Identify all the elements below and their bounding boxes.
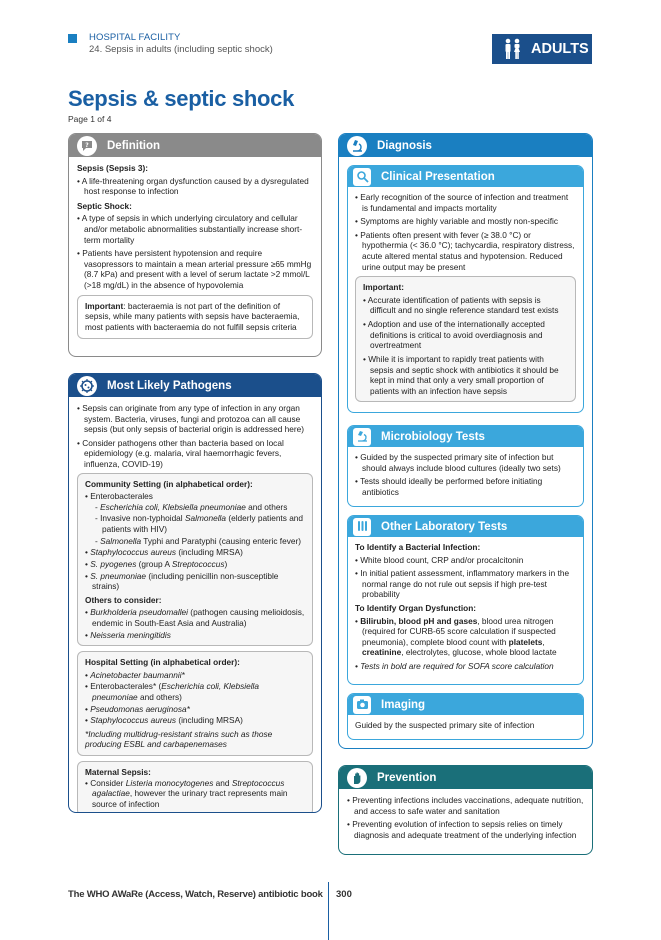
lab-item: • In initial patient assessment, inflammatory markers in the normal range do not rule out sepsis if high pre-test probability <box>355 568 576 600</box>
imaging-box <box>347 693 584 740</box>
adults-icon <box>502 38 524 60</box>
pathogen-item: • S. pneumoniae (including penicillin non-susceptible strains) <box>85 571 305 592</box>
clinical-heading: Clinical Presentation <box>381 170 495 183</box>
micro-item: • Guided by the suspected primary site of infection but should always include blood cultures (ideally two sets) <box>355 452 576 473</box>
micro-item: • Tests should ideally be performed before initiating antibiotics <box>355 476 576 497</box>
diagnosis-panel <box>338 133 593 749</box>
other-lab-tests-box <box>347 515 584 685</box>
header-facility: HOSPITAL FACILITY <box>89 32 181 43</box>
septic-shock-item: • Patients have persistent hypotension and require vasopressors to maintain a mean arterial pressure ≥65 mmHg (8.7 kPa) and present with a level of serum lactate >2 mmol/L (>18 mg/dL) in the absence of hypovolemia <box>77 248 313 290</box>
hospital-footnote: *Including multidrug-resistant strains such as those producing ESBL and carbapenemases <box>85 728 273 750</box>
microbe-icon <box>77 376 97 396</box>
magnifier-icon <box>353 168 371 186</box>
prevention-header <box>339 766 592 789</box>
important-text: : bacteraemia is not part of the definition of sepsis, while many patients with sepsis have bacteraemia, most patients with bacteraemia do not fulfill sepsis criteria <box>85 300 300 332</box>
maternal-label: Maternal Sepsis: <box>85 767 151 778</box>
pathogen-item: • Enterobacterales* (Escherichia coli, Klebsiella pneumoniae and others) <box>85 681 305 702</box>
micro-heading: Microbiology Tests <box>381 430 485 443</box>
diagnosis-heading: Diagnosis <box>377 139 432 152</box>
organ-dysfunction-label: To Identify Organ Dysfunction: <box>355 603 477 614</box>
imaging-text: Guided by the suspected primary site of infection <box>355 720 535 730</box>
community-label: Community Setting (in alphabetical order): <box>85 478 253 489</box>
page-title: Sepsis & septic shock <box>68 86 295 111</box>
footer-page-number: 300 <box>336 889 352 900</box>
prevention-item: • Preventing infections includes vaccinations, adequate nutrition, and access to safe water and sanitation <box>347 795 584 816</box>
clinical-important-note <box>355 276 576 402</box>
adults-badge <box>492 34 592 64</box>
microscope-icon <box>353 428 371 446</box>
clinical-item: • Patients often present with fever (≥ 38.0 °C) or hypothermia (< 36.0 °C); tachycardia, respiratory distress, acute altered mental status and hypotension. Reduced urine output may be present <box>355 230 576 272</box>
header-marker <box>68 34 77 43</box>
important-label: Important <box>85 300 124 311</box>
microscope-icon <box>347 136 367 156</box>
pathogen-item: • Neisseria meningitidis <box>85 630 305 641</box>
svg-text:?: ? <box>85 141 89 149</box>
others-label: Others to consider: <box>85 594 162 605</box>
imaging-icon <box>353 696 371 714</box>
micro-header <box>348 426 583 447</box>
definition-panel <box>68 133 322 357</box>
important-label: Important: <box>363 282 405 293</box>
hospital-label: Hospital Setting (in alphabetical order): <box>85 657 240 668</box>
footer-divider <box>328 882 329 940</box>
adults-badge-label: ADULTS <box>531 41 589 57</box>
clinical-item: • Early recognition of the source of infection and treatment is fundamental and impacts mortality <box>355 192 576 213</box>
pathogen-item: • Enterobacterales - Escherichia coli, Klebsiella pneumoniae and others - Invasive non-typhoidal Salmonella (elderly patients and patients with HIV) - Salmonella Typhi and Paratyphi (causing enteric fever) <box>85 491 305 546</box>
page-number-label: Page 1 of 4 <box>68 114 112 124</box>
pathogens-intro-item: • Sepsis can originate from any type of infection in any organ system. Bacteria, viruses, fungi and protozoa can all cause sepsis (but only sepsis of bacterial origin is addressed here) <box>77 403 313 435</box>
important-item: • Adoption and use of the internationally accepted definitions is critical to avoid overdiagnosis and overtreatment <box>363 319 568 351</box>
hospital-setting-box <box>77 651 313 756</box>
prevention-heading: Prevention <box>377 771 437 784</box>
community-setting-box <box>77 473 313 647</box>
sepsis-label: Sepsis (Sepsis 3): <box>77 163 149 173</box>
important-item: • Accurate identification of patients with sepsis is difficult and no single reference standard test exists <box>363 295 568 316</box>
pathogen-item: • Staphylococcus aureus (including MRSA) <box>85 547 305 558</box>
pathogens-heading: Most Likely Pathogens <box>107 379 232 392</box>
pathogen-subitem: - Invasive non-typhoidal Salmonella (elderly patients and patients with HIV) <box>92 513 305 534</box>
septic-shock-item: • A type of sepsis in which underlying circulatory and cellular and/or metabolic abnormalities substantially increase short-term mortality <box>77 213 313 245</box>
bacterial-infection-label: To Identify a Bacterial Infection: <box>355 542 481 552</box>
lab-header <box>348 516 583 537</box>
hand-icon <box>347 768 367 788</box>
sepsis-definition: • A life-threatening organ dysfunction caused by a dysregulated host response to infection <box>77 176 313 197</box>
speech-bubble-icon <box>77 136 97 156</box>
test-tubes-icon <box>353 518 371 536</box>
clinical-header <box>348 166 583 187</box>
imaging-header <box>348 694 583 715</box>
pathogens-panel <box>68 373 322 813</box>
pathogen-item: • Staphylococcus aureus (including MRSA) <box>85 715 305 726</box>
pathogen-subitem: - Escherichia coli, Klebsiella pneumoniae and others <box>92 502 305 513</box>
header-chapter: 24. Sepsis in adults (including septic shock) <box>89 44 273 55</box>
clinical-presentation-box <box>347 165 584 413</box>
lab-item: • Bilirubin, blood pH and gases, blood urea nitrogen (required for CURB-65 score calculation if suspected pneumonia), complete blood count with platelets, creatinine, electrolytes, glucose, whole blood lactate <box>355 616 576 658</box>
pathogen-subitem: - Salmonella Typhi and Paratyphi (causing enteric fever) <box>92 536 305 547</box>
prevention-panel <box>338 765 593 855</box>
definition-header <box>69 134 321 157</box>
pathogen-item: • Burkholderia pseudomallei (pathogen causing melioidosis, endemic in South-East Asia and Australia) <box>85 607 305 628</box>
pathogen-item: • Pseudomonas aeruginosa* <box>85 704 305 715</box>
lab-item: • White blood count, CRP and/or procalcitonin <box>355 555 576 566</box>
imaging-heading: Imaging <box>381 698 426 711</box>
clinical-item: • Symptoms are highly variable and mostly non-specific <box>355 216 576 227</box>
microbiology-tests-box <box>347 425 584 507</box>
prevention-item: • Preventing evolution of infection to sepsis relies on timely diagnosis and adequate treatment of the underlying infection <box>347 819 584 840</box>
definition-important-note <box>77 295 313 339</box>
lab-heading: Other Laboratory Tests <box>381 520 508 533</box>
pathogens-header <box>69 374 321 397</box>
pathogen-item: • Acinetobacter baumannii* <box>85 670 305 681</box>
diagnosis-header <box>339 134 592 157</box>
footer-book-title: The WHO AWaRe (Access, Watch, Reserve) antibiotic book <box>68 889 323 900</box>
septic-shock-label: Septic Shock: <box>77 200 132 211</box>
pathogen-item: • Consider Listeria monocytogenes and Streptococcus agalactiae, however the urinary tract represents main source of infection <box>85 778 305 810</box>
pathogens-intro-item: • Consider pathogens other than bacteria based on local epidemiology (e.g. malaria, viral haemorrhagic fevers, influenza, COVID-19) <box>77 438 313 470</box>
definition-heading: Definition <box>107 139 161 152</box>
lab-note: • Tests in bold are required for SOFA score calculation <box>355 661 576 672</box>
pathogen-item: • S. pyogenes (group A Streptococcus) <box>85 559 305 570</box>
important-item: • While it is important to rapidly treat patients with sepsis and septic shock with antibiotics it should be kept in mind that only a very small proportion of patients with an infection have sepsis <box>363 354 568 396</box>
maternal-sepsis-box <box>77 761 313 813</box>
